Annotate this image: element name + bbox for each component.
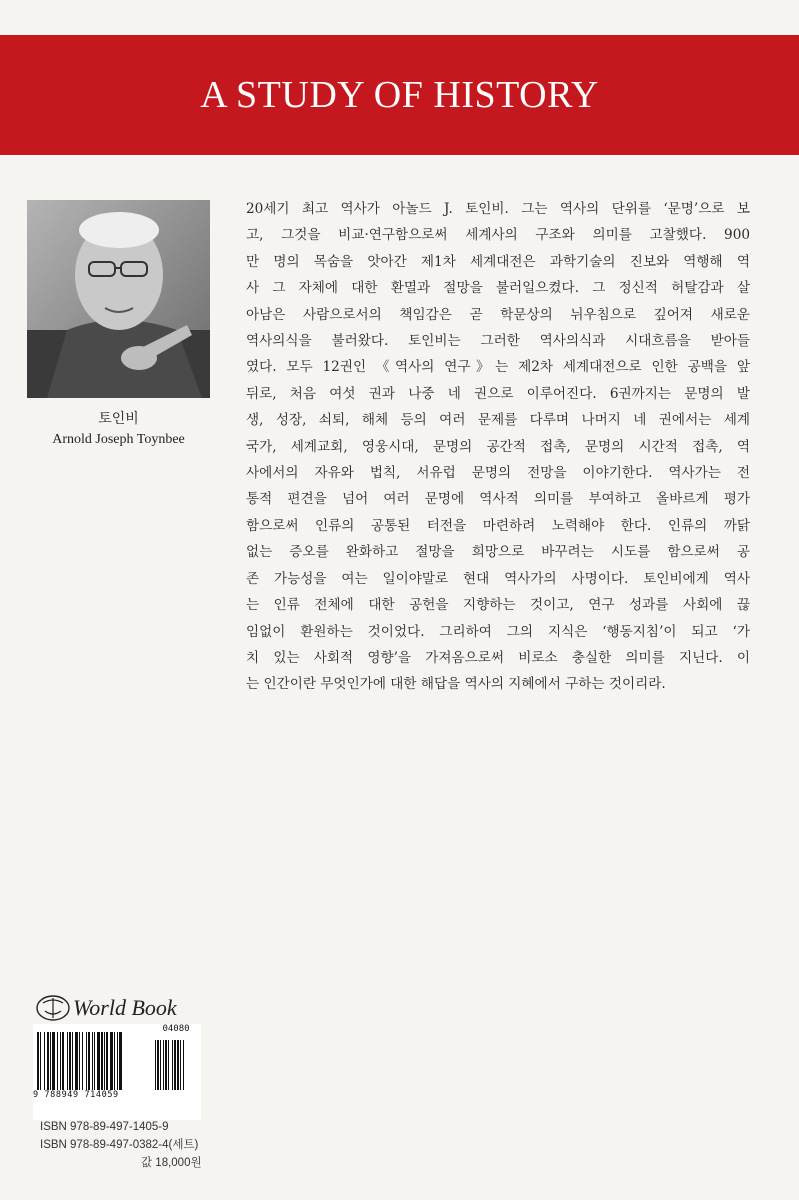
barcode-bar xyxy=(117,1032,118,1090)
barcode-main-digits: 9 788949 714059 xyxy=(33,1090,119,1100)
description-line: 존 가능성을 여는 일이야말로 현대 역사가의 사명이다. 토인비에게 역사 xyxy=(246,570,750,587)
barcode-bar xyxy=(69,1032,71,1090)
description-line: 고, 그것을 비교·연구함으로써 세계사의 구조와 의미를 고찰했다. 900 xyxy=(246,227,750,244)
barcode-bar xyxy=(101,1032,103,1090)
isbn-set: ISBN 978-89-497-0382-4(세트) xyxy=(40,1139,199,1151)
author-photo xyxy=(27,200,210,398)
barcode-bar xyxy=(114,1032,115,1090)
price: 값 18,000원 xyxy=(141,1157,202,1169)
barcode-addon-bar xyxy=(172,1040,173,1090)
barcode-bar xyxy=(52,1032,55,1090)
book-title: A STUDY OF HISTORY xyxy=(200,74,599,116)
author-name-korean: 토인비 xyxy=(98,412,139,427)
publisher-logo xyxy=(35,990,205,1026)
barcode-bar xyxy=(50,1032,51,1090)
description-line: 뒤로, 처음 여섯 권과 나중 네 권으로 이루어진다. 6권까지는 문명의 발 xyxy=(246,385,750,402)
description-line: 20세기 최고 역사가 아놀드 J. 토인비. 그는 역사의 단위를 ‘문명’으로 보 xyxy=(246,201,750,217)
barcode-bar xyxy=(92,1032,93,1090)
description-line: 는 인간이란 무엇인가에 대한 해답을 역사의 지혜에서 구하는 것이리라. xyxy=(246,676,666,693)
barcode-bar xyxy=(47,1032,49,1090)
barcode-addon-digits: 04080 xyxy=(162,1024,190,1034)
description-line: 함으로써 인류의 공통된 터전을 마련하려 노력해야 한다. 인류의 까닭 xyxy=(246,517,750,534)
barcode-bar xyxy=(75,1032,78,1090)
barcode-bar xyxy=(82,1032,83,1090)
publisher-emblem-icon xyxy=(35,993,71,1023)
isbn-block xyxy=(40,1118,240,1154)
barcode-bar xyxy=(40,1032,41,1090)
barcode-addon-bar xyxy=(180,1040,181,1090)
barcode-bar xyxy=(104,1032,105,1090)
barcode-addon-bar xyxy=(168,1040,169,1090)
title-banner xyxy=(0,35,799,155)
description-line: 사에서의 자유와 법칙, 서유럽 문명의 전망을 이야기한다. 역사가는 전 xyxy=(246,465,750,482)
description-line: 역사의식을 불러왔다. 토인비는 그러한 역사의식과 시대흐름을 받아들 xyxy=(246,333,750,350)
barcode-bar xyxy=(88,1032,90,1090)
description-line: 국가, 세계교회, 영웅시대, 문명의 공간적 접촉, 문명의 시간적 접촉, 역 xyxy=(246,438,750,455)
barcode-bar xyxy=(57,1032,58,1090)
barcode-bar xyxy=(79,1032,80,1090)
barcode-bar xyxy=(37,1032,39,1090)
description-text xyxy=(246,196,750,698)
description-line: 였다. 모두 12권인 《역사의 연구》는 제2차 세계대전으로 인한 공백을 앞 xyxy=(246,359,750,376)
barcode-addon-bar xyxy=(163,1040,164,1090)
barcode-addon-bar xyxy=(177,1040,179,1090)
author-name-english: Arnold Joseph Toynbee xyxy=(52,432,185,447)
barcode-bar xyxy=(72,1032,73,1090)
barcode-bar xyxy=(62,1032,64,1090)
barcode-addon-bar xyxy=(157,1040,159,1090)
barcode-bar xyxy=(86,1032,87,1090)
description-line: 아남은 사람으로서의 책임감은 곧 학문상의 뉘우침으로 깊어져 새로운 xyxy=(246,306,750,323)
barcode-addon-bar xyxy=(160,1040,161,1090)
description-line: 치 있는 사회적 영향’을 가져옴으로써 비로소 충실한 의미를 지닌다. 이 xyxy=(246,649,750,666)
description-line: 통적 편견을 넘어 여러 문명에 역사적 의미를 부여하고 올바르게 평가 xyxy=(246,491,750,508)
description-line: 사 그 자체에 대한 환멸과 절망을 불러일으켰다. 그 정신적 허탈감과 살 xyxy=(246,280,750,297)
barcode-addon-bar xyxy=(165,1040,167,1090)
barcode-bar xyxy=(106,1032,108,1090)
barcode-bar xyxy=(110,1032,113,1090)
barcode-bar xyxy=(94,1032,95,1090)
barcode-addon-bar xyxy=(155,1040,156,1090)
barcode-addon-bar xyxy=(183,1040,184,1090)
description-line: 는 인류 전체에 대한 공헌을 지향하는 것이고, 연구 성과를 사회에 끊 xyxy=(246,597,750,614)
barcode-bar xyxy=(119,1032,122,1090)
barcode-bars xyxy=(33,1024,201,1094)
description-line: 만 명의 목숨을 앗아간 제1차 세계대전은 과학기술의 진보와 역행해 역 xyxy=(246,253,750,270)
barcode-bar xyxy=(67,1032,68,1090)
barcode-addon-bar xyxy=(174,1040,176,1090)
description-line: 생, 성장, 쇠퇴, 해체 등의 여러 문제를 다루며 나머지 네 권에서는 세계 xyxy=(246,412,750,429)
barcode-bar xyxy=(44,1032,45,1090)
barcode xyxy=(33,1024,201,1120)
publisher-name: World Book xyxy=(73,995,177,1020)
isbn-volume: ISBN 978-89-497-1405-9 xyxy=(40,1121,169,1133)
author-caption xyxy=(20,410,217,450)
description-line: 임없이 환원하는 것이었다. 그리하여 그의 지식은 ‘행동지침’이 되고 ‘가 xyxy=(246,623,750,640)
barcode-bar xyxy=(60,1032,61,1090)
barcode-bar xyxy=(97,1032,100,1090)
description-line: 없는 증오를 완화하고 절망을 희망으로 바꾸려는 시도를 함으로써 공 xyxy=(246,544,750,561)
